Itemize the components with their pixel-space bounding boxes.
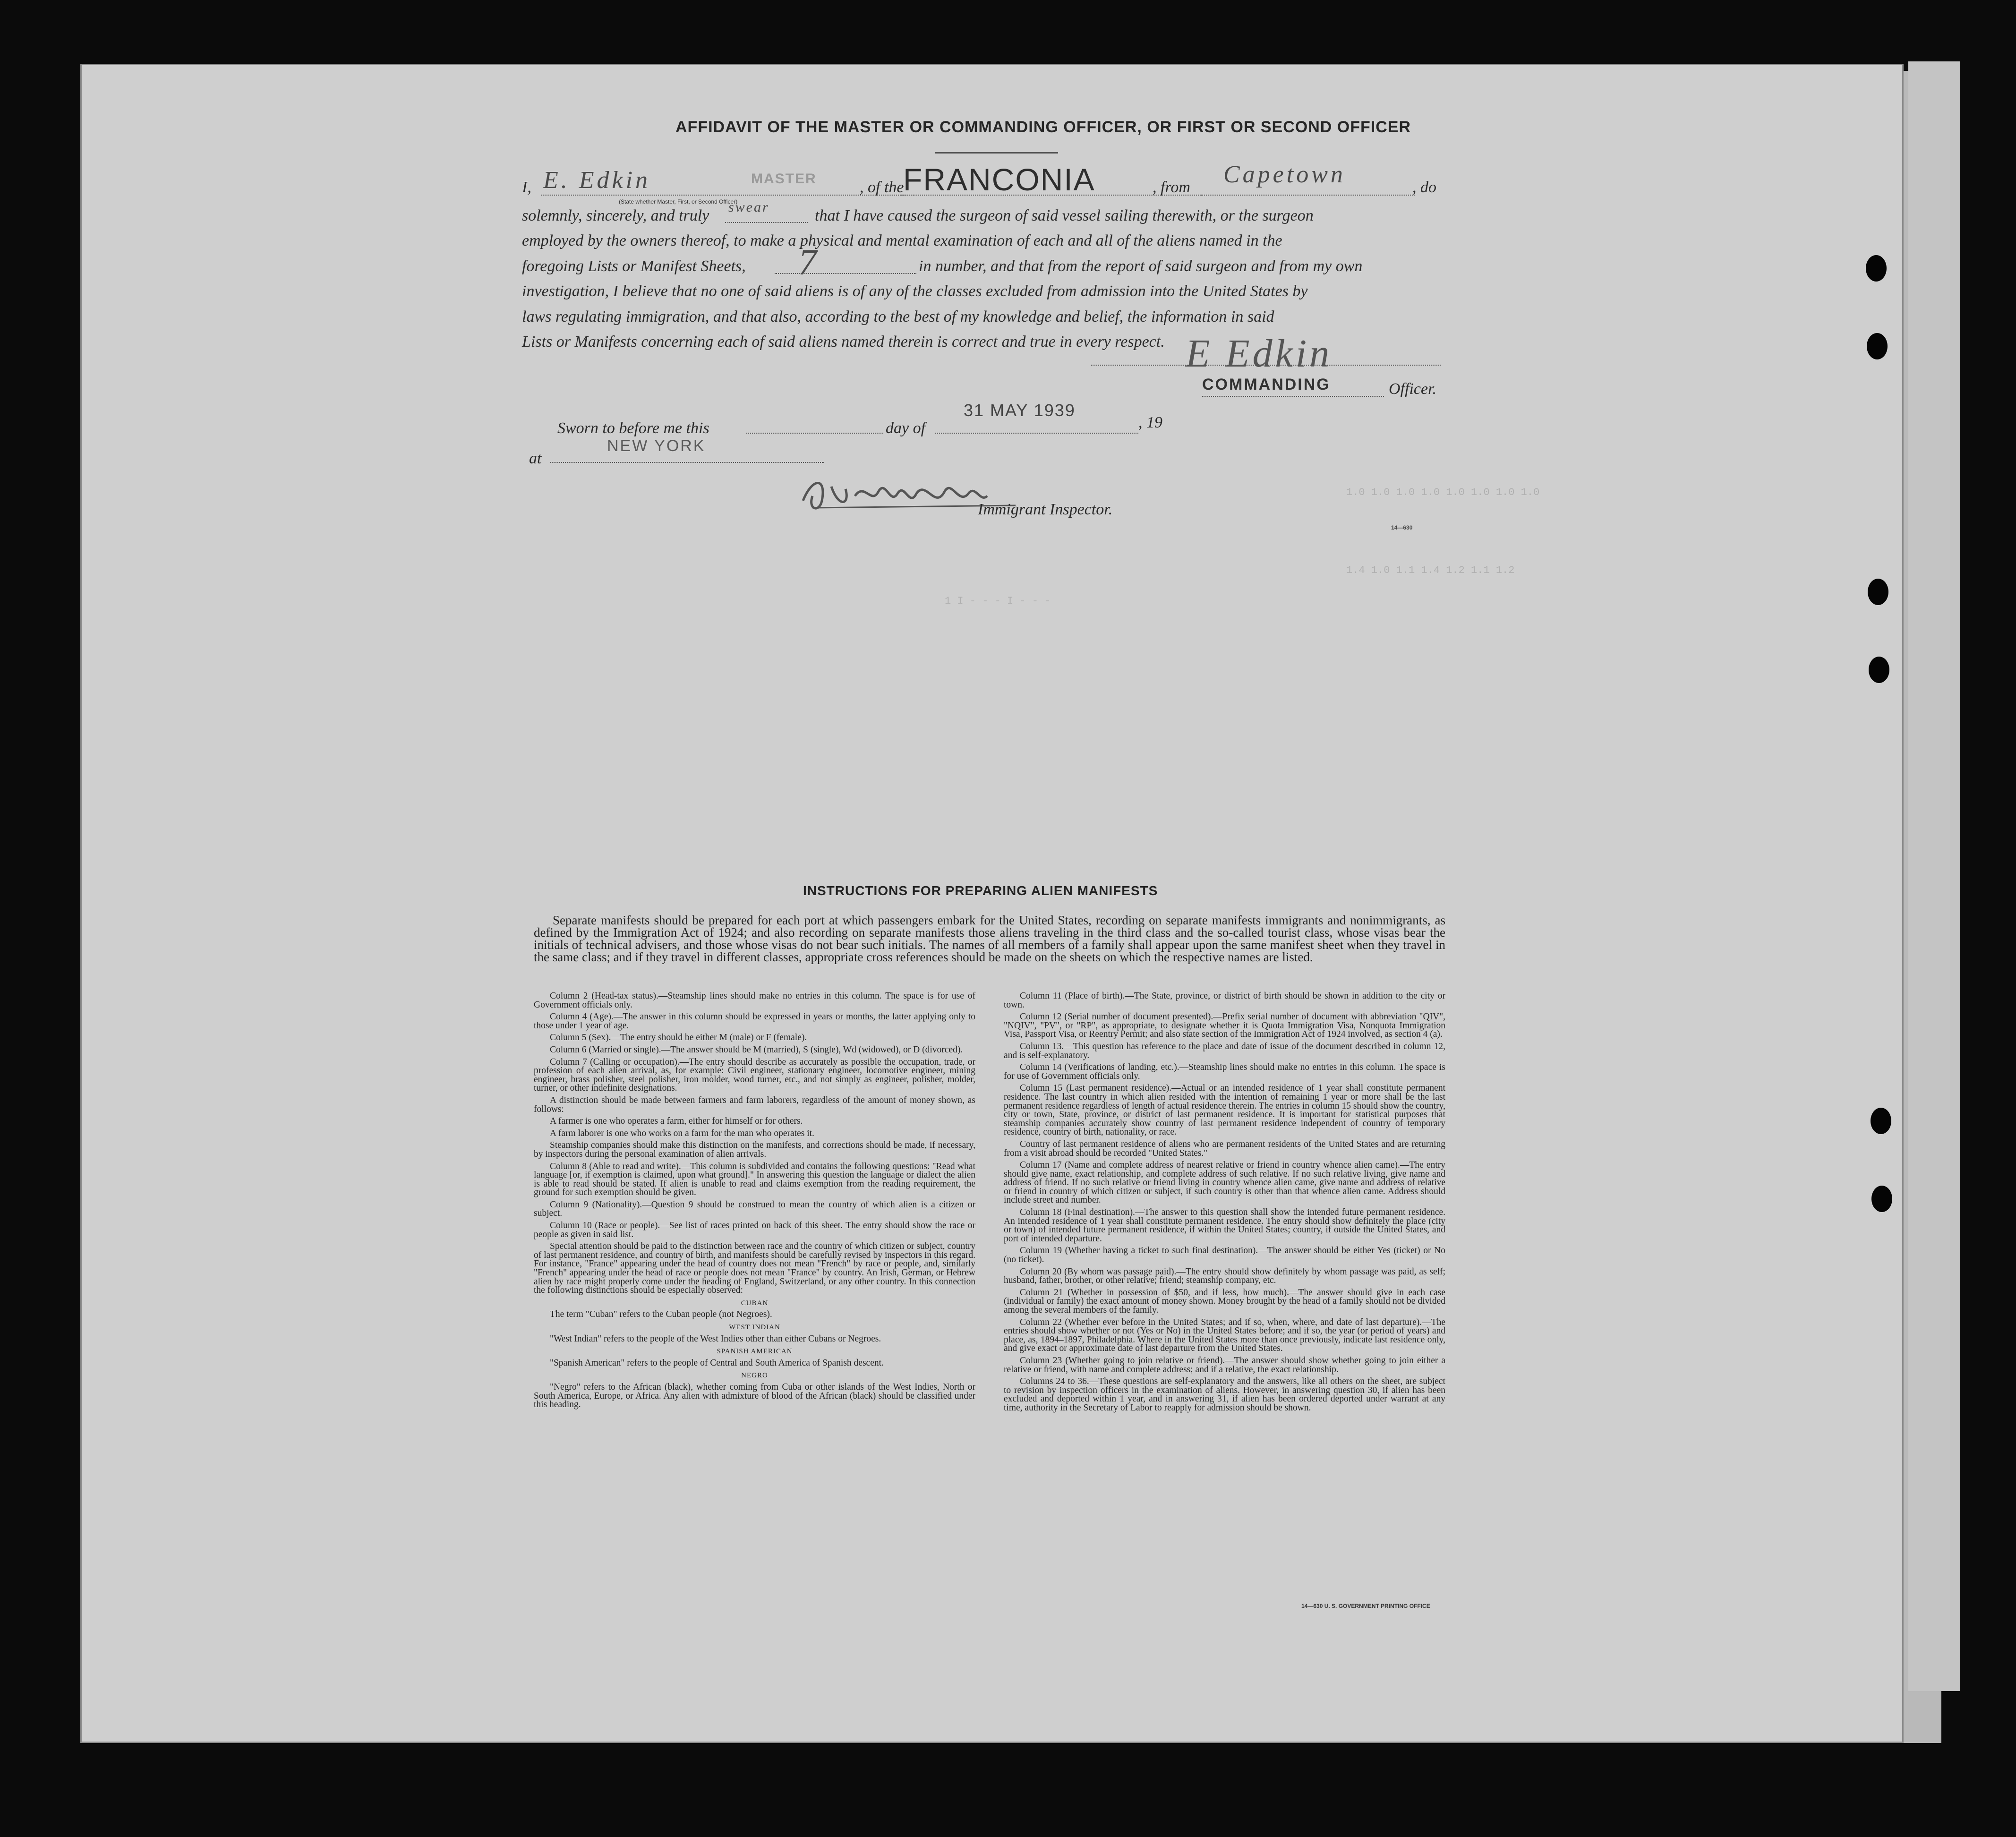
officer-suffix: Officer. bbox=[1389, 380, 1437, 398]
rank-stamp: MASTER bbox=[751, 171, 817, 187]
line1-do: , do bbox=[1412, 179, 1436, 196]
line1-of-the: , of the bbox=[860, 179, 904, 196]
sworn-day-blank bbox=[746, 433, 883, 434]
ship-name-stamp: FRANCONIA bbox=[903, 162, 1095, 197]
instruction-paragraph: Columns 24 to 36.—These questions are self-explanatory and the answers, like all others on the sheet, are subject to revision by inspection officers in the examination of aliens. However, in answering question 30, if alien has been excluded and deported within 1 year, and in answering 31, if alien has been ordered deported under warrant at any time, authority in the Secretary of Labor to reapply for admission should be shown. bbox=[1004, 1376, 1445, 1413]
sworn-month-blank bbox=[935, 433, 1138, 434]
instruction-paragraph: Special attention should be paid to the distinction between race and the country of which citizen or subject, country of last permanent residence, and country of birth, and manifests should be carefully revised by inspectors in this regard. For instance, "France" appearing under the head of country does not mean "French" by race or people, and, similarly "French" appearing under the head of race or people does not mean "France" by country. An Irish, German, or Hebrew alien by race might properly come under the heading of England, Switzerland, or any other country. In this connection the following distinctions should be especially observed: bbox=[534, 1241, 975, 1296]
instructions-right-column bbox=[1004, 992, 1445, 1416]
instruction-paragraph: Column 14 (Verifications of landing, etc.).—Steamship lines should make no entries in this column. The space is for use of Government officials only. bbox=[1004, 1062, 1445, 1081]
place-stamp: NEW YORK bbox=[607, 437, 706, 455]
oath-handwritten: swear bbox=[728, 199, 769, 215]
instruction-paragraph: "Spanish American" refers to the people of Central and South America of Spanish descent. bbox=[550, 1358, 884, 1368]
instruction-paragraph: Column 20 (By whom was passage paid).—The entry should show definitely by whom passage was paid, as self; husband, father, brother, or other relative; friend; steamship company, etc. bbox=[1004, 1266, 1445, 1286]
day-of-text: day of bbox=[886, 419, 926, 437]
port-blank bbox=[1202, 195, 1415, 196]
affidavit-title: AFFIDAVIT OF THE MASTER OR COMMANDING OFFICER, OR FIRST OR SECOND OFFICER bbox=[675, 118, 1411, 136]
sheet-count-handwritten: 7 bbox=[798, 241, 820, 282]
sworn-text: Sworn to before me this bbox=[557, 419, 709, 437]
instructions-title: INSTRUCTIONS FOR PREPARING ALIEN MANIFESTS bbox=[803, 883, 1158, 898]
instruction-paragraph: "Negro" refers to the African (black), whether coming from Cuba or other islands of the West Indies, North or South America, Europe, or Africa. Any alien with admixture of blood of the African (black) should be classified under this heading. bbox=[534, 1382, 975, 1410]
name-blank bbox=[541, 195, 914, 196]
affidavit-line-5: investigation, I believe that no one of said aliens is of any of the classes excluded from admission into the United States by bbox=[522, 282, 1308, 300]
instruction-paragraph: Column 6 (Married or single).—The answer should be M (married), S (single), Wd (widowed), or D (divorced). bbox=[550, 1044, 963, 1055]
affidavit-line-4b: in number, and that from the report of said surgeon and from my own bbox=[919, 257, 1363, 275]
date-stamp: 31 MAY 1939 bbox=[964, 401, 1076, 420]
section-heading-cuban: CUBAN bbox=[741, 1299, 769, 1307]
instruction-paragraph: Column 17 (Name and complete address of nearest relative or friend in country whence alien came).—The entry should give name, exact relationship, and complete address of such relative. If no such relative living, give name and address of friend. If no such relative or friend living in country whence alien came, give name and address of relative or friend in country of which citizen or subject, if such country is other than that whence alien came. Address should include street and number. bbox=[1004, 1160, 1445, 1205]
instruction-paragraph: Column 5 (Sex).—The entry should be either M (male) or F (female). bbox=[550, 1033, 807, 1043]
affidavit-line-1 bbox=[522, 179, 531, 197]
instruction-paragraph: Column 19 (Whether having a ticket to such final destination).—The answer should be either Yes (ticket) or No (no ticket). bbox=[1004, 1246, 1445, 1265]
instruction-paragraph: Steamship companies should make this distinction on the manifests, and corrections should be made, if necessary, by inspectors during the personal examination of alien arrivals. bbox=[534, 1140, 975, 1159]
instructions-left-column bbox=[534, 992, 975, 1413]
instruction-paragraph: Column 18 (Final destination).—The answer to this question shall show the intended future permanent residence. An intended residence of 1 year shall constitute permanent residence. The entry should show definitely the place (city or town) of intended future permanent residence, if within the United States; country, if outside the United States, and port of intended departure. bbox=[1004, 1207, 1445, 1244]
officer-signature: E Edkin bbox=[1186, 332, 1333, 376]
instruction-paragraph: A farmer is one who operates a farm, either for himself or for others. bbox=[550, 1116, 803, 1127]
sheet-edge bbox=[1908, 61, 1960, 1691]
instruction-paragraph: Column 12 (Serial number of document presented).—Prefix serial number of document with abbreviation "QIV", "NQIV", "PV", or "RP", as appropriate, to designate whether it is Quota Immigration Visa, Nonquota Immigration Visa, Passport Visa, or Reentry Permit; and also state section of the Immigration Act of 1924 involved, as section 4 (a). bbox=[1004, 1012, 1445, 1040]
officer-name-handwritten: E. Edkin bbox=[543, 167, 651, 194]
punch-hole bbox=[1871, 1186, 1892, 1212]
title-blank bbox=[1202, 396, 1384, 397]
printer-note: 14—630 U. S. GOVERNMENT PRINTING OFFICE bbox=[1301, 1603, 1430, 1609]
instruction-paragraph: "West Indian" refers to the people of the West Indies other than either Cubans or Negroes. bbox=[550, 1333, 881, 1344]
instruction-paragraph: Column 9 (Nationality).—Question 9 should be construed to mean the country of which alien is a citizen or subject. bbox=[534, 1199, 975, 1219]
affidavit-line-2b: that I have caused the surgeon of said vessel sailing therewith, or the surgeon bbox=[815, 207, 1314, 224]
title-rule bbox=[935, 152, 1058, 154]
form-number: 14—630 bbox=[1391, 524, 1413, 531]
instructions-intro: Separate manifests should be prepared for each port at which passengers embark for the United States, recording on separate manifests immigrants and nonimmigrants, as defined by the Immigration Act of 1924; and also recording on separate manifests those aliens traveling in the third class and the so-called tourist class, whose visas bear the initials of technical advisers, and those whose visas do not bear such initials. The names of all members of a family shall appear upon the same manifest sheet when they travel in the same class; and if they travel in different classes, appropriate cross references should be made on the sheets on which the respective names are listed. bbox=[534, 913, 1445, 964]
instruction-paragraph: Column 10 (Race or people).—See list of races printed on back of this sheet. The entry should show the race or people as given in said list. bbox=[534, 1221, 975, 1239]
instruction-paragraph: Column 13.—This question has reference to the place and date of issue of the document described in column 12, and is self-explanatory. bbox=[1004, 1041, 1445, 1060]
rank-note: (State whether Master, First, or Second Officer) bbox=[619, 198, 738, 205]
instruction-paragraph: A distinction should be made between farmers and farm laborers, regardless of the amount of money shown, as follows: bbox=[534, 1095, 975, 1114]
punch-hole bbox=[1871, 1108, 1891, 1134]
instruction-paragraph: Column 21 (Whether in possession of $50, and if less, how much).—The answer should give in each case (individual or family) the exact amount of money shown. Money brought by the head of a family should not be divided among the several members of the family. bbox=[1004, 1287, 1445, 1315]
affidavit-line-7: Lists or Manifests concerning each of said aliens named therein is correct and true in every respect. bbox=[522, 333, 1165, 350]
instruction-paragraph: Column 22 (Whether ever before in the United States; and if so, when, where, and date of last departure).—The entries should show whether or not (Yes or No) in the United States before; and if so, the year (or period of years) and place, as, 1894–1897, Philadelphia. Where in the United States more than once previously, indicate last residence only, and give exact or approximate date of last departure from the United States. bbox=[1004, 1317, 1445, 1354]
punch-hole bbox=[1867, 333, 1888, 359]
punch-hole bbox=[1869, 657, 1889, 683]
affidavit-line-3: employed by the owners thereof, to make a physical and mental examination of each and all of the aliens named in the bbox=[522, 232, 1282, 249]
oath-blank bbox=[725, 222, 808, 223]
line1-from: , from bbox=[1153, 179, 1190, 196]
bleed-through-row: 1.0 1.0 1.0 1.0 1.0 1.0 1.0 1.0 bbox=[1346, 487, 1540, 498]
inspector-label: Immigrant Inspector. bbox=[978, 501, 1113, 518]
year-prefix: , 19 bbox=[1138, 414, 1162, 431]
instruction-paragraph: Column 2 (Head-tax status).—Steamship lines should make no entries in this column. The space is for use of Government officials only. bbox=[534, 991, 975, 1010]
count-blank bbox=[775, 273, 916, 274]
instruction-paragraph: Column 8 (Able to read and write).—This column is subdivided and contains the following questions: "Read what language [or, if exemption is claimed, upon what ground]." In answering this question the language or dialect the alien is able to read should be stated. If alien is unable to read and claims exemption from the reading requirement, the ground for such exemption should be given. bbox=[534, 1161, 975, 1198]
instruction-paragraph: Column 23 (Whether going to join relative or friend).—The answer should show whether going to join either a relative or friend, with name and complete address; and if a relative, the exact relationship. bbox=[1004, 1355, 1445, 1375]
punch-hole bbox=[1868, 579, 1888, 605]
instruction-paragraph: Column 11 (Place of birth).—The State, province, or district of birth should be shown in addition to the city or town. bbox=[1004, 991, 1445, 1010]
line1-i: I, bbox=[522, 179, 531, 196]
from-port-handwritten: Capetown bbox=[1223, 161, 1346, 188]
section-heading-negro: NEGRO bbox=[741, 1372, 768, 1380]
instruction-paragraph: Column 15 (Last permanent residence).—Actual or an intended residence of 1 year shall constitute permanent residence. The last country in which alien resided with the intention of remaining 1 year or more shall be the last permanent residence regardless of length of actual residence therein. The entries in column 15 should show the country, city or town, State, province, or district of last permanent residence. It is important for statistical purposes that steamship companies accurately show country of last permanent residence independent of country of temporary residence, country of birth, nationality, or race. bbox=[1004, 1083, 1445, 1137]
instruction-paragraph: Country of last permanent residence of aliens who are permanent residents of the United States and are returning from a visit abroad should be recorded "United States." bbox=[1004, 1139, 1445, 1158]
instruction-paragraph: The term "Cuban" refers to the Cuban people (not Negroes). bbox=[550, 1309, 772, 1320]
punch-hole bbox=[1866, 255, 1887, 282]
section-heading-spanish-american: SPANISH AMERICAN bbox=[717, 1348, 793, 1356]
place-blank bbox=[550, 462, 824, 463]
affidavit-line-2a: solemnly, sincerely, and truly bbox=[522, 207, 709, 224]
commanding-stamp: COMMANDING bbox=[1202, 376, 1331, 393]
instruction-paragraph: Column 7 (Calling or occupation).—The entry should describe as accurately as possible the occupation, trade, or profession of each alien arrival, as, for example: Civil engineer, stationary engineer, locomotive engineer, mining engineer, brass polisher, steel polisher, iron molder, wood turner, etc., and not simply as engineer, polisher, molder, turner, or other indefinite designations. bbox=[534, 1057, 975, 1094]
signature-line bbox=[1091, 365, 1441, 366]
at-text: at bbox=[529, 450, 542, 467]
affidavit-line-4a: foregoing Lists or Manifest Sheets, bbox=[522, 257, 746, 275]
affidavit-line-6: laws regulating immigration, and that also, according to the best of my knowledge and belief, the information in said bbox=[522, 308, 1274, 325]
instruction-paragraph: Column 4 (Age).—The answer in this column should be expressed in years or months, the latter applying only to those under 1 year of age. bbox=[534, 1012, 975, 1031]
bleed-through-row: 1.4 1.0 1.1 1.4 1.2 1.1 1.2 bbox=[1346, 564, 1515, 576]
section-heading-west-indian: WEST INDIAN bbox=[729, 1324, 780, 1331]
bleed-through-row: 1 I - - - I - - - bbox=[945, 595, 1051, 607]
instruction-paragraph: A farm laborer is one who works on a farm for the man who operates it. bbox=[550, 1128, 814, 1138]
